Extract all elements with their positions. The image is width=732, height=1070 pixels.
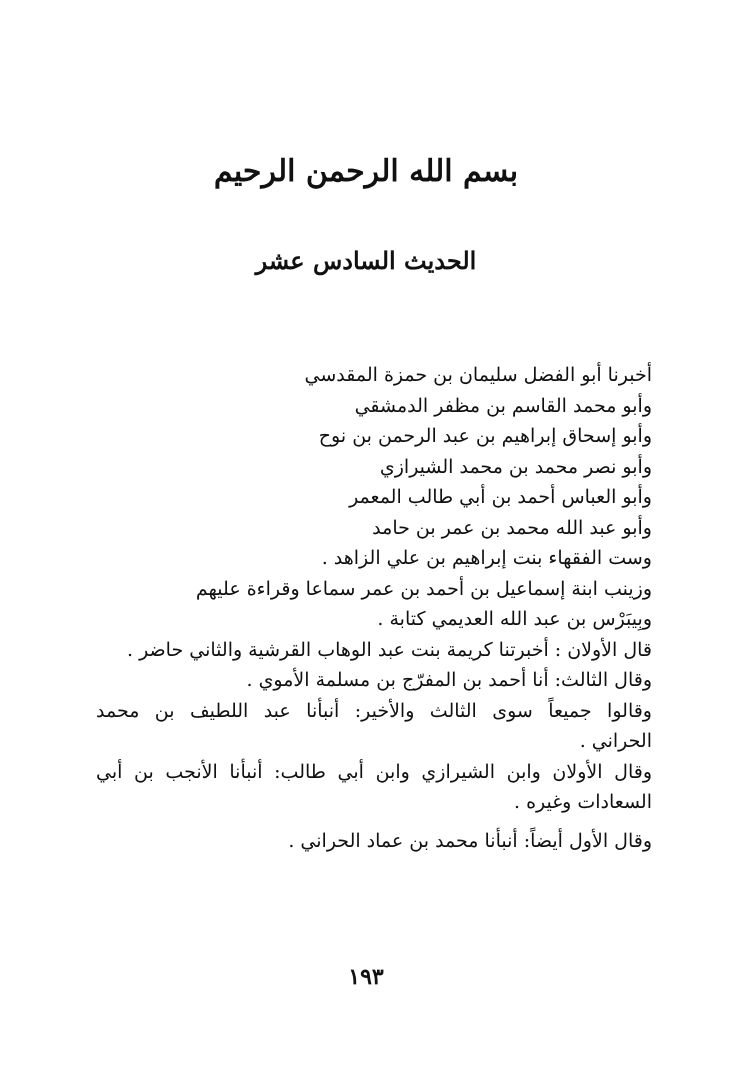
text-line: وأبو العباس أحمد بن أبي طالب المعمر: [349, 486, 652, 508]
text-line: وأبو عبد الله محمد بن عمر بن حامد: [372, 516, 652, 539]
text-line: وأبو إسحاق إبراهيم بن عبد الرحمن بن نوح: [318, 425, 652, 447]
chapter-title: الحديث السادس عشر: [255, 246, 477, 275]
text-line: وبِيبَرْس بن عبد الله العديمي كتابة .: [377, 608, 652, 630]
page-number: ١٩٣: [348, 964, 384, 990]
text-line: وأبو محمد القاسم بن مظفر الدمشقي: [354, 394, 652, 417]
text-line: وست الفقهاء بنت إبراهيم بن علي الزاهد .: [321, 547, 652, 569]
text-line: وأبو نصر محمد بن محمد الشيرازي: [379, 455, 652, 478]
text-line: وقال الأولان وابن الشيرازي وابن أبي طالب: أنبأنا الأنجب بن أبي: [96, 760, 652, 783]
text-line: وزينب ابنة إسماعيل بن أحمد بن عمر سماعا وقراءة عليهم: [195, 577, 652, 600]
text-line: قال الأولان : أخبرتنا كريمة بنت عبد الوهاب القرشية والثاني حاضر .: [126, 638, 652, 661]
basmala-heading: بسم الله الرحمن الرحيم: [213, 154, 519, 189]
text-line: وقالوا جميعاً سوى الثالث والأخير: أنبأنا عبد اللطيف بن محمد: [96, 699, 652, 722]
text-line: وقال الثالث: أنا أحمد بن المفرّج بن مسلمة الأموي .: [246, 669, 652, 691]
text-line: السعادات وغيره .: [513, 791, 652, 813]
text-line: الحراني .: [579, 730, 652, 752]
text-line: وقال الأول أيضاً: أنبأنا محمد بن عماد الحراني .: [288, 829, 652, 852]
hadith-chain-text: [96, 360, 652, 856]
text-line: أخبرنا أبو الفضل سليمان بن حمزة المقدسي: [304, 364, 652, 386]
